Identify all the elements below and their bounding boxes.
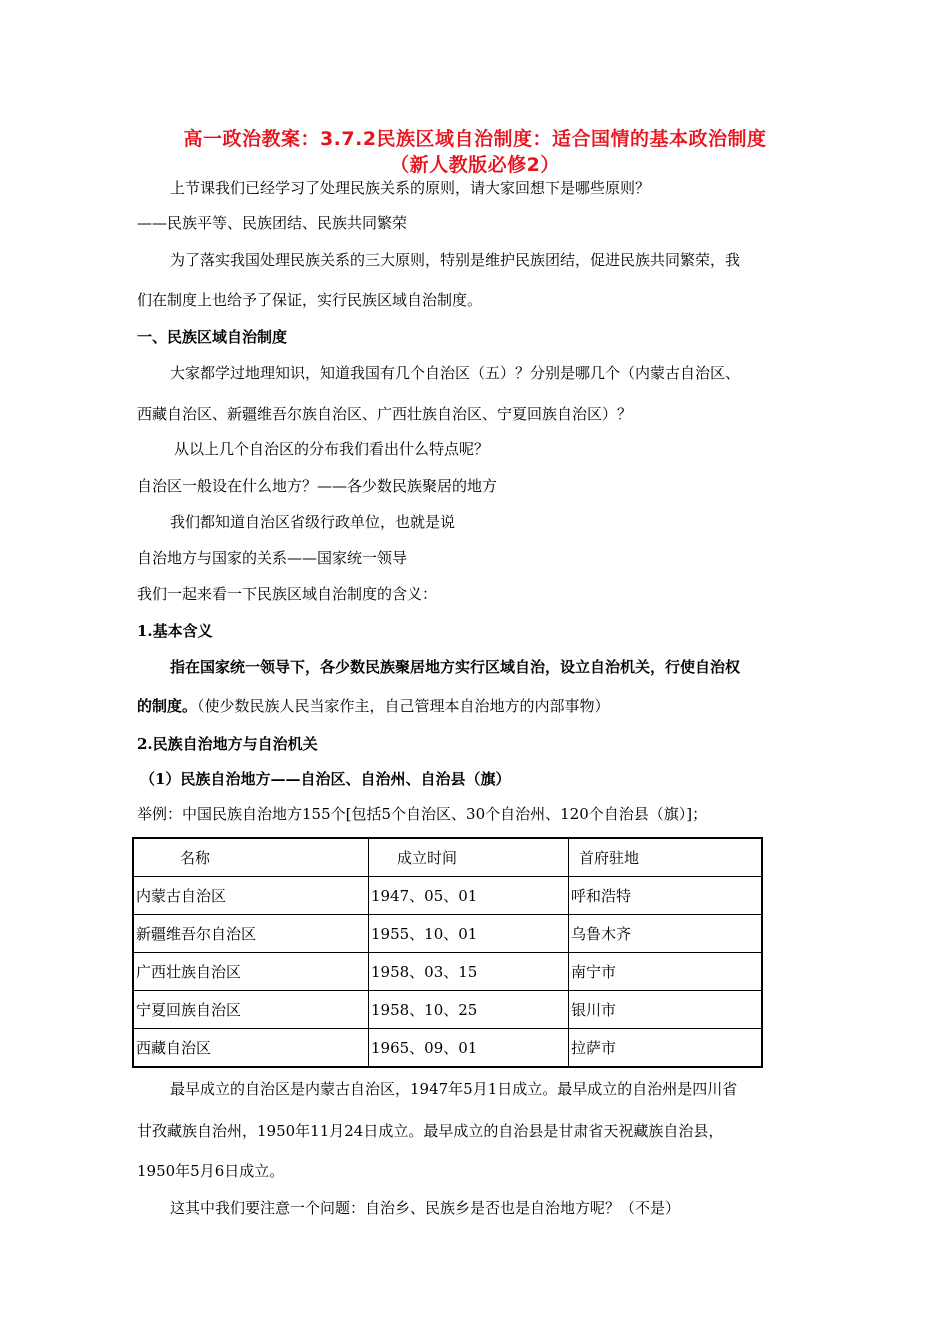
cell-name: 内蒙古自治区 [133, 877, 369, 915]
paragraph-provincial-level: 我们都知道自治区省级行政单位，也就是说 [170, 513, 456, 531]
paragraph-principles: ——民族平等、民族团结、民族共同繁荣 [137, 214, 408, 232]
table-row [133, 1029, 762, 1068]
cell-founded: 1955、10、01 [369, 915, 569, 953]
paragraph-earliest-3: 1950年5月6日成立。 [137, 1162, 285, 1180]
cell-name: 西藏自治区 [133, 1029, 369, 1068]
paragraph-intro-1: 为了落实我国处理民族关系的三大原则，特别是维护民族团结，促进民族共同繁荣，我 [170, 251, 741, 269]
cell-name: 广西壮族自治区 [133, 953, 369, 991]
paragraph-definition-2 [137, 695, 610, 716]
section-heading-basic-meaning: 1.基本含义 [137, 622, 213, 640]
paragraph-meaning-intro: 我们一起来看一下民族区域自治制度的含义： [137, 585, 438, 603]
cell-capital: 呼和浩特 [569, 877, 763, 915]
paragraph-example: 举例：中国民族自治地方155个[包括5个自治区、30个自治州、120个自治县（旗）]； [137, 805, 708, 823]
header-capital: 首府驻地 [569, 838, 763, 877]
definition-bold-text: 的制度。 [137, 697, 198, 715]
autonomous-regions-table [132, 837, 763, 1068]
section-heading-1: 一、民族区域自治制度 [137, 328, 288, 346]
paragraph-location: 自治区一般设在什么地方？——各少数民族聚居的地方 [137, 477, 498, 495]
paragraph-township-question: 这其中我们要注意一个问题：自治乡、民族乡是否也是自治地方呢？（不是） [170, 1199, 681, 1217]
table-row [133, 915, 762, 953]
paragraph-earliest-1: 最早成立的自治区是内蒙古自治区，1947年5月1日成立。最早成立的自治州是四川省 [170, 1080, 738, 1098]
cell-capital: 银川市 [569, 991, 763, 1029]
cell-capital: 南宁市 [569, 953, 763, 991]
paragraph-distribution: 从以上几个自治区的分布我们看出什么特点呢？ [174, 440, 490, 458]
paragraph-geography-1: 大家都学过地理知识，知道我国有几个自治区（五）？分别是哪几个（内蒙古自治区、 [170, 364, 741, 382]
cell-founded: 1965、09、01 [369, 1029, 569, 1068]
definition-note-text: （使少数民族人民当家作主，自己管理本自治地方的内部事物） [197, 697, 610, 715]
subsection-heading-autonomous-areas: （1）民族自治地方——自治区、自治州、自治县（旗） [140, 770, 511, 788]
document-title-line2: （新人教版必修2） [390, 154, 560, 176]
header-name: 名称 [133, 838, 369, 877]
table-row [133, 877, 762, 915]
cell-founded: 1958、10、25 [369, 991, 569, 1029]
cell-name: 宁夏回族自治区 [133, 991, 369, 1029]
cell-capital: 拉萨市 [569, 1029, 763, 1068]
paragraph-review-question: 上节课我们已经学习了处理民族关系的原则，请大家回想下是哪些原则？ [170, 179, 651, 197]
paragraph-geography-2: 西藏自治区、新疆维吾尔族自治区、广西壮族自治区、宁夏回族自治区）？ [137, 405, 633, 423]
section-heading-autonomous-areas: 2.民族自治地方与自治机关 [137, 735, 318, 753]
table-row [133, 991, 762, 1029]
document-title-line1: 高一政治教案：3.7.2民族区域自治制度：适合国情的基本政治制度 [183, 128, 767, 150]
paragraph-intro-2: 们在制度上也给予了保证，实行民族区域自治制度。 [137, 291, 483, 309]
cell-founded: 1958、03、15 [369, 953, 569, 991]
paragraph-relation: 自治地方与国家的关系——国家统一领导 [137, 549, 408, 567]
header-founded: 成立时间 [369, 838, 569, 877]
table-row [133, 953, 762, 991]
paragraph-definition-1: 指在国家统一领导下，各少数民族聚居地方实行区域自治，设立自治机关，行使自治权 [170, 658, 741, 676]
cell-name: 新疆维吾尔自治区 [133, 915, 369, 953]
table-header-row [133, 838, 762, 877]
paragraph-earliest-2: 甘孜藏族自治州，1950年11月24日成立。最早成立的自治县是甘肃省天祝藏族自治县， [137, 1122, 724, 1140]
cell-capital: 乌鲁木齐 [569, 915, 763, 953]
cell-founded: 1947、05、01 [369, 877, 569, 915]
